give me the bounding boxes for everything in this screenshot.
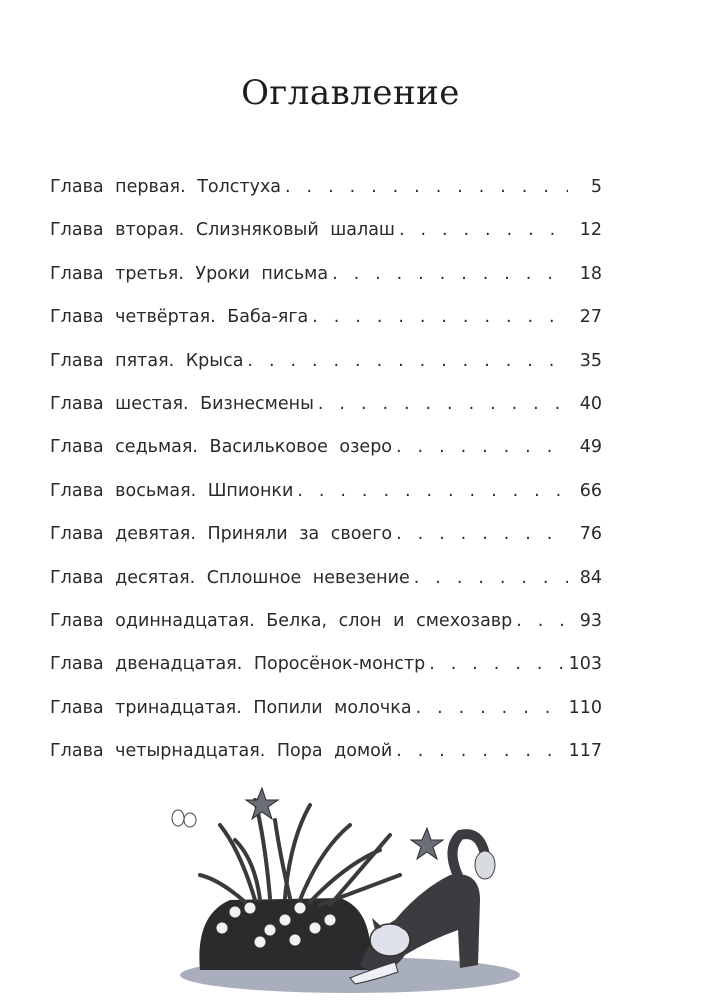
- leader-dots: [332, 259, 568, 289]
- leader-dots: [247, 346, 568, 376]
- toc-entry[interactable]: [50, 736, 602, 779]
- table-of-contents: [50, 172, 602, 779]
- toc-entry[interactable]: [50, 432, 602, 475]
- leader-dots: [516, 606, 568, 636]
- toc-entry-page: 66: [579, 480, 602, 501]
- toc-entry[interactable]: [50, 215, 602, 258]
- leader-dots: [429, 649, 564, 679]
- toc-entry-title: Глава шестая. Бизнесмены: [50, 393, 314, 414]
- toc-entry-page: 84: [579, 567, 602, 588]
- toc-entry-title: Глава восьмая. Шпионки: [50, 480, 294, 501]
- leader-dots: [396, 736, 564, 766]
- toc-entry-page: 5: [590, 177, 602, 197]
- toc-entry[interactable]: [50, 476, 602, 519]
- toc-entry-page: 35: [579, 350, 602, 371]
- toc-entry[interactable]: [50, 259, 602, 302]
- leader-dots: [318, 389, 568, 419]
- toc-entry-page: 40: [579, 393, 602, 414]
- toc-entry-page: 18: [579, 263, 602, 284]
- toc-entry-page: 93: [579, 610, 602, 631]
- leader-dots: [285, 172, 568, 202]
- cat-and-flowerbed-illustration: [160, 780, 540, 1000]
- toc-entry-title: Глава четырнадцатая. Пора домой: [50, 741, 393, 762]
- page-title: Оглавление: [241, 72, 460, 113]
- toc-entry-title: Глава вторая. Слизняковый шалаш: [50, 220, 395, 241]
- toc-entry[interactable]: [50, 693, 602, 736]
- toc-entry[interactable]: [50, 302, 602, 345]
- toc-entry[interactable]: [50, 606, 602, 649]
- toc-entry-title: Глава девятая. Приняли за своего: [50, 524, 393, 545]
- toc-entry[interactable]: [50, 346, 602, 389]
- toc-entry-page: 12: [579, 220, 602, 241]
- leader-dots: [297, 476, 568, 506]
- toc-entry[interactable]: [50, 519, 602, 562]
- leader-dots: [414, 563, 568, 593]
- toc-entry-title: Глава четвёртая. Баба-яга: [50, 307, 309, 328]
- leader-dots: [399, 215, 568, 245]
- toc-entry-title: Глава третья. Уроки письма: [50, 263, 329, 284]
- toc-entry-page: 27: [579, 307, 602, 328]
- toc-entry[interactable]: [50, 649, 602, 692]
- toc-entry-page: 49: [579, 437, 602, 458]
- leader-dots: [396, 519, 568, 549]
- toc-entry-page: 103: [568, 654, 602, 675]
- toc-entry-title: Глава одиннадцатая. Белка, слон и смехозавр: [50, 610, 513, 631]
- toc-entry-title: Глава первая. Толстуха: [50, 177, 282, 197]
- toc-entry-title: Глава двенадцатая. Поросёнок-монстр: [50, 654, 426, 675]
- toc-entry-page: 110: [568, 697, 602, 718]
- toc-entry-page: 117: [568, 741, 602, 762]
- leader-dots: [416, 693, 565, 723]
- toc-entry-page: 76: [579, 524, 602, 545]
- leader-dots: [396, 432, 568, 462]
- toc-entry-title: Глава тринадцатая. Попили молочка: [50, 697, 412, 718]
- toc-entry[interactable]: [50, 563, 602, 606]
- toc-entry[interactable]: [50, 172, 602, 215]
- toc-entry-title: Глава седьмая. Васильковое озеро: [50, 437, 393, 458]
- toc-entry-title: Глава десятая. Сплошное невезение: [50, 567, 410, 588]
- toc-entry[interactable]: [50, 389, 602, 432]
- toc-entry-title: Глава пятая. Крыса: [50, 350, 244, 371]
- leader-dots: [312, 302, 568, 332]
